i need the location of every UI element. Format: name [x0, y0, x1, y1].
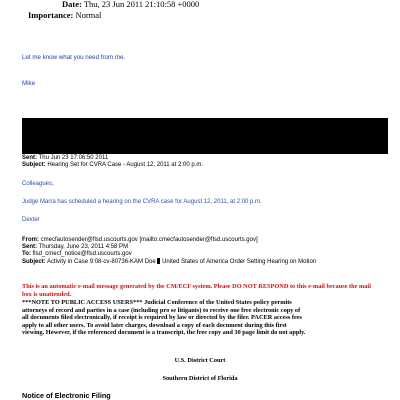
public-access-notice: [22, 299, 392, 337]
fwd2-subject-label: Subject:: [22, 259, 46, 265]
fwd1-subject-label: Subject:: [22, 162, 46, 168]
fwd1-subject-line: [22, 162, 203, 169]
public-access-line-5: viewing. However, if the referenced document is a transcript, the free copy and 30 page limit do not apply.: [22, 329, 306, 337]
district-name: Southern District of Florida: [162, 375, 238, 382]
message-line: Let me know what you need from me.: [22, 54, 126, 61]
subject-redaction: [157, 258, 160, 264]
fwd1-subject-value: Hearing Set for CVRA Case - August 12, 2011 at 2:00 p.m.: [47, 162, 203, 168]
fwd2-sent-value: Thursday, June 23, 2011 4:58 PM: [38, 244, 129, 250]
public-access-line-3: all documents filed electronically, if receipt is required by law or directed by the filer. PACER access fees: [22, 314, 302, 322]
fwd2-from-label: From:: [22, 237, 39, 243]
notice-heading: Notice of Electronic Filing: [22, 391, 111, 400]
public-access-line-1: ***NOTE TO PUBLIC ACCESS USERS*** Judicial Conference of the United States policy permits: [22, 299, 292, 306]
fwd2-subject-value-a: Activity in Case 9:08-cv-80736-KAM Doe: [47, 259, 156, 265]
fwd1-greeting: Colleagues,: [22, 181, 54, 187]
importance-value: Normal: [75, 10, 102, 20]
fwd2-to-value: flsd_cmecf_notice@flsd.uscourts.gov: [32, 251, 132, 257]
fwd2-subject-line: [22, 258, 316, 266]
redaction-block: [22, 118, 388, 154]
fwd1-body: Judge Marra has scheduled a hearing on the CVRA case for August 12, 2011, at 2:00 p.m.: [22, 199, 262, 205]
public-access-line-2: attorneys of record and parties in a case (including pro se litigants) to receive one free electronic copy of: [22, 306, 301, 314]
fwd2-subject-value-b: United States of America Order Setting Hearing on Motion: [162, 259, 317, 265]
fwd2-sent-label: Sent:: [22, 244, 37, 250]
importance-label: Importance:: [28, 10, 74, 20]
importance-line: [28, 10, 101, 20]
auto-warning: This is an automatic e-mail message generated by the CM/ECF system. Please DO NOT RESPOND to this e-mail because the mail box is unattended.: [22, 283, 371, 298]
date-value: Thu, 23 Jun 2011 21:10:58 +0000: [83, 0, 200, 9]
fwd1-sent-value: Thu Jun 23 17:06:50 2011: [38, 155, 109, 161]
date-line: [62, 0, 199, 9]
date-label: Date:: [62, 0, 82, 9]
fwd2-from-value: cmecfautosender@flsd.uscourts.gov [mailto:cmecfautosender@flsd.uscourts.gov]: [40, 237, 258, 243]
public-access-line-4: apply to all other users. To avoid later charges, download a copy of each document during this first: [22, 321, 287, 329]
court-name: U.S. District Court: [174, 357, 226, 364]
fwd1-sent-label: Sent:: [22, 155, 37, 161]
fwd1-signature: Dexter: [22, 217, 40, 223]
message-signature: Mike: [22, 80, 36, 87]
fwd2-to-label: To:: [22, 251, 31, 257]
